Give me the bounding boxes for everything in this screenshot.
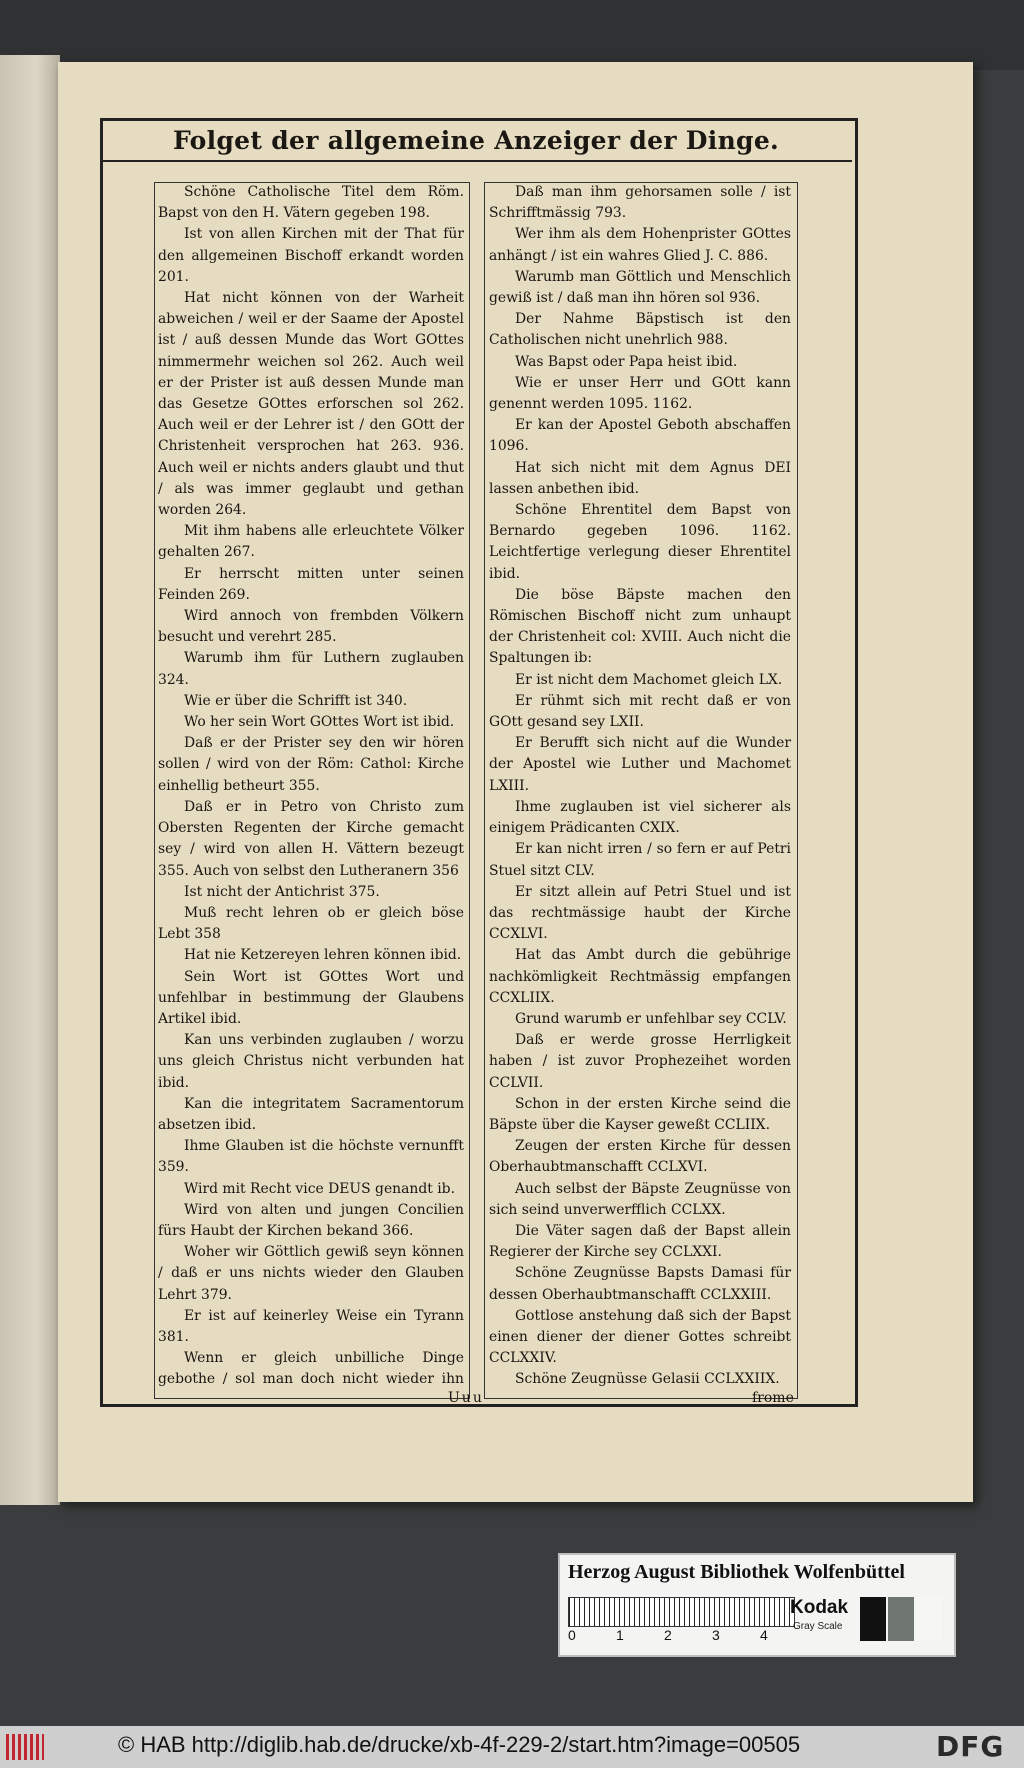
- index-entry: [489, 1391, 791, 1392]
- index-entry: Die Väter sagen daß der Bapst allein Regierer der Kirche sey CCLXXI.: [489, 1222, 791, 1261]
- index-entry: Die böse Bäpste machen den Römischen Bischoff nicht zum unhaupt der Christenheit col: XVIII. Auch nicht die Spaltungen ib:: [489, 586, 791, 667]
- citation-link[interactable]: © HAB http://diglib.hab.de/drucke/xb-4f-229-2/start.htm?image=00505: [118, 1732, 801, 1757]
- index-entry: Ihme zuglauben ist viel sicherer als einigem Prädicanten CXIX.: [489, 798, 791, 837]
- index-entry: Hat das Ambt durch die gebührige nachkömligkeit Rechtmässig empfangen CCXLIIX.: [489, 947, 791, 1006]
- index-entry: Er kan der Apostel Geboth abschaffen 1096.: [489, 417, 791, 455]
- index-entry: Er sitzt allein auf Petri Stuel und ist das rechtmässige haubt der Kirche CCXLVI.: [489, 883, 791, 943]
- index-entry: Ist nicht der Antichrist 375.: [184, 883, 380, 900]
- signature-mark: Uuu: [448, 1390, 484, 1406]
- index-entry: Sein Wort ist GOttes Wort und unfehlbar in bestimmung der Glaubens Artikel ibid.: [158, 968, 464, 1027]
- index-entry: Kan die integritatem Sacramentorum absetzen ibid.: [158, 1095, 464, 1133]
- index-entry: Wird von alten und jungen Concilien fürs Haubt der Kirchen bekand 366.: [158, 1201, 464, 1239]
- index-entry: Daß er werde grosse Herrligkeit haben / ist zuvor Prophezeihet worden CCLVII.: [489, 1032, 791, 1091]
- index-entry: Mit ihm habens alle erleuchtete Völker gehalten 267.: [158, 523, 464, 561]
- ruler-number: 4: [760, 1627, 768, 1643]
- index-entry: Warumb ihm für Luthern zuglauben 324.: [158, 650, 464, 688]
- index-entry: Er Berufft sich nicht auf die Wunder der Apostel wie Luther und Machomet LXIII.: [489, 735, 791, 794]
- index-entry: Schöne Zeugnüsse Gelasii CCLXXIIX.: [515, 1371, 780, 1388]
- hab-logo-icon: [6, 1734, 44, 1760]
- index-entry: Schöne Ehrentitel dem Bapst von Bernardo gegeben 1096. 1162. Leichtfertige verlegung dieser Ehrentitel ibid.: [489, 502, 791, 582]
- footer-bar: [0, 1726, 1024, 1768]
- ruler-number: 0: [568, 1627, 576, 1643]
- institution-name: Herzog August Bibliothek Wolfenbüttel: [568, 1561, 905, 1583]
- right-column: [489, 182, 791, 1392]
- index-entry: Wie er unser Herr und GOtt kann genennt werden 1095. 1162.: [489, 374, 791, 413]
- kodak-logo: Kodak: [790, 1597, 849, 1618]
- dfg-logo: DFG: [936, 1730, 1005, 1763]
- page-title: Folget der allgemeine Anzeiger der Dinge.: [172, 126, 780, 155]
- index-entry: Schon in der ersten Kirche seind die Bäpste über die Kayser geweßt CCLIIX.: [489, 1095, 791, 1133]
- color-card: [558, 1553, 956, 1657]
- index-entry: Muß recht lehren ob er gleich böse Lebt 358: [158, 904, 464, 943]
- index-entry: Daß man ihm gehorsamen solle / ist Schrifftmässig 793.: [489, 184, 791, 222]
- gray-swatch: [916, 1597, 942, 1641]
- gray-swatch: [860, 1597, 886, 1641]
- gray-swatch: [888, 1597, 914, 1641]
- title-rule: [100, 160, 852, 162]
- index-entry: Zeugen der ersten Kirche für dessen Oberhaubtmanschafft CCLXVI.: [489, 1138, 791, 1176]
- left-column: [158, 182, 464, 1392]
- index-entry: Er kan nicht irren / so fern er auf Petri Stuel sitzt CLV.: [489, 841, 791, 879]
- index-entry: Er herrscht mitten unter seinen Feinden 269.: [158, 565, 464, 603]
- index-entry: Was Bapst oder Papa heist ibid.: [515, 353, 738, 370]
- catchword: frome: [752, 1390, 794, 1406]
- ruler-number: 1: [616, 1627, 624, 1643]
- index-entry: Ihme Glauben ist die höchste vernunfft 359.: [158, 1138, 464, 1176]
- index-entry: Der Nahme Bäpstisch ist den Catholischen nicht unehrlich 988.: [489, 311, 791, 349]
- ruler-number: 2: [664, 1627, 672, 1643]
- index-entry: Er rühmt sich mit recht daß er von GOtt gesand sey LXII.: [489, 692, 791, 731]
- index-entry: Wenn er gleich unbilliche Dinge gebothe / sol man doch nicht wieder ihn: [158, 1350, 464, 1388]
- index-entry: Warumb man Göttlich und Menschlich gewiß ist / daß man ihn hören sol 936.: [489, 268, 791, 307]
- index-entry: Ist von allen Kirchen mit der That für den allgemeinen Bischoff erkandt worden 201.: [158, 226, 464, 285]
- index-entry: Kan uns verbinden zuglauben / worzu uns gleich Christus nicht verbunden hat ibid.: [158, 1032, 464, 1091]
- index-entry: Wer ihm als dem Hohenprister GOttes anhängt / ist ein wahres Glied J. C. 886.: [489, 226, 791, 264]
- index-entry: Hat nie Ketzereyen lehren können ibid.: [184, 947, 462, 964]
- index-entry: Daß er in Petro von Christo zum Obersten Regenten der Kirche gemacht sey / wird von allen H. Vättern bezeugt 355. Auch von selbst den Lutheranern 356: [158, 798, 464, 879]
- index-entry: Hat sich nicht mit dem Agnus DEI lassen anbethen ibid.: [489, 459, 791, 497]
- index-entry: Auch selbst der Bäpste Zeugnüsse von sich seind unverwerfflich CCLXX.: [489, 1180, 791, 1218]
- index-entry: Gottlose anstehung daß sich der Bapst einen diener der diener Gottes schreibt CCLXXIV.: [489, 1307, 791, 1367]
- index-entry: Schöne Catholische Titel dem Röm. Bapst von den H. Vätern gegeben 198.: [158, 184, 464, 222]
- index-entry: Grund warumb er unfehlbar sey CCLV.: [515, 1010, 787, 1027]
- scan-background: [0, 0, 1024, 70]
- index-entry: Wird annoch von frembden Völkern besucht und verehrt 285.: [158, 608, 464, 646]
- index-entry: Wo her sein Wort GOttes Wort ist ibid.: [184, 714, 455, 731]
- index-entry: Er ist nicht dem Machomet gleich LX.: [515, 671, 783, 688]
- index-entry: Woher wir Göttlich gewiß seyn können / daß er uns nichts wieder den Glauben Lehrt 379.: [158, 1244, 464, 1303]
- gray-scale-label: Gray Scale: [793, 1621, 843, 1632]
- adjacent-page-edge: [0, 55, 60, 1505]
- ruler-number: 3: [712, 1627, 720, 1643]
- index-entry: Wie er über die Schrifft ist 340.: [184, 692, 408, 709]
- ruler-scale: [568, 1597, 795, 1627]
- index-entry: Er ist auf keinerley Weise ein Tyrann 381.: [158, 1307, 464, 1345]
- index-entry: Schöne Zeugnüsse Bapsts Damasi für dessen Oberhaubtmanschafft CCLXXIII.: [489, 1265, 791, 1303]
- index-entry: Wird mit Recht vice DEUS genandt ib.: [184, 1180, 455, 1197]
- index-entry: Hat nicht können von der Warheit abweichen / weil er der Saame der Apostel ist / auß dessen Munde das Wort GOttes nimmermehr weichen sol 262. Auch weil er der Prister ist auß dessen Munde man das Gesetze GOttes erforschen sol 262. Auch weil er der Lehrer ist / den GOtt der Christenheit versprochen hat 263. 936. Auch weil er nichts anders glaubt und thut / als was immer geglaubt und gethan worden 264.: [158, 290, 464, 519]
- index-entry: Daß er der Prister sey den wir hören sollen / wird von der Röm: Cathol: Kirche einhellig betheurt 355.: [158, 735, 464, 794]
